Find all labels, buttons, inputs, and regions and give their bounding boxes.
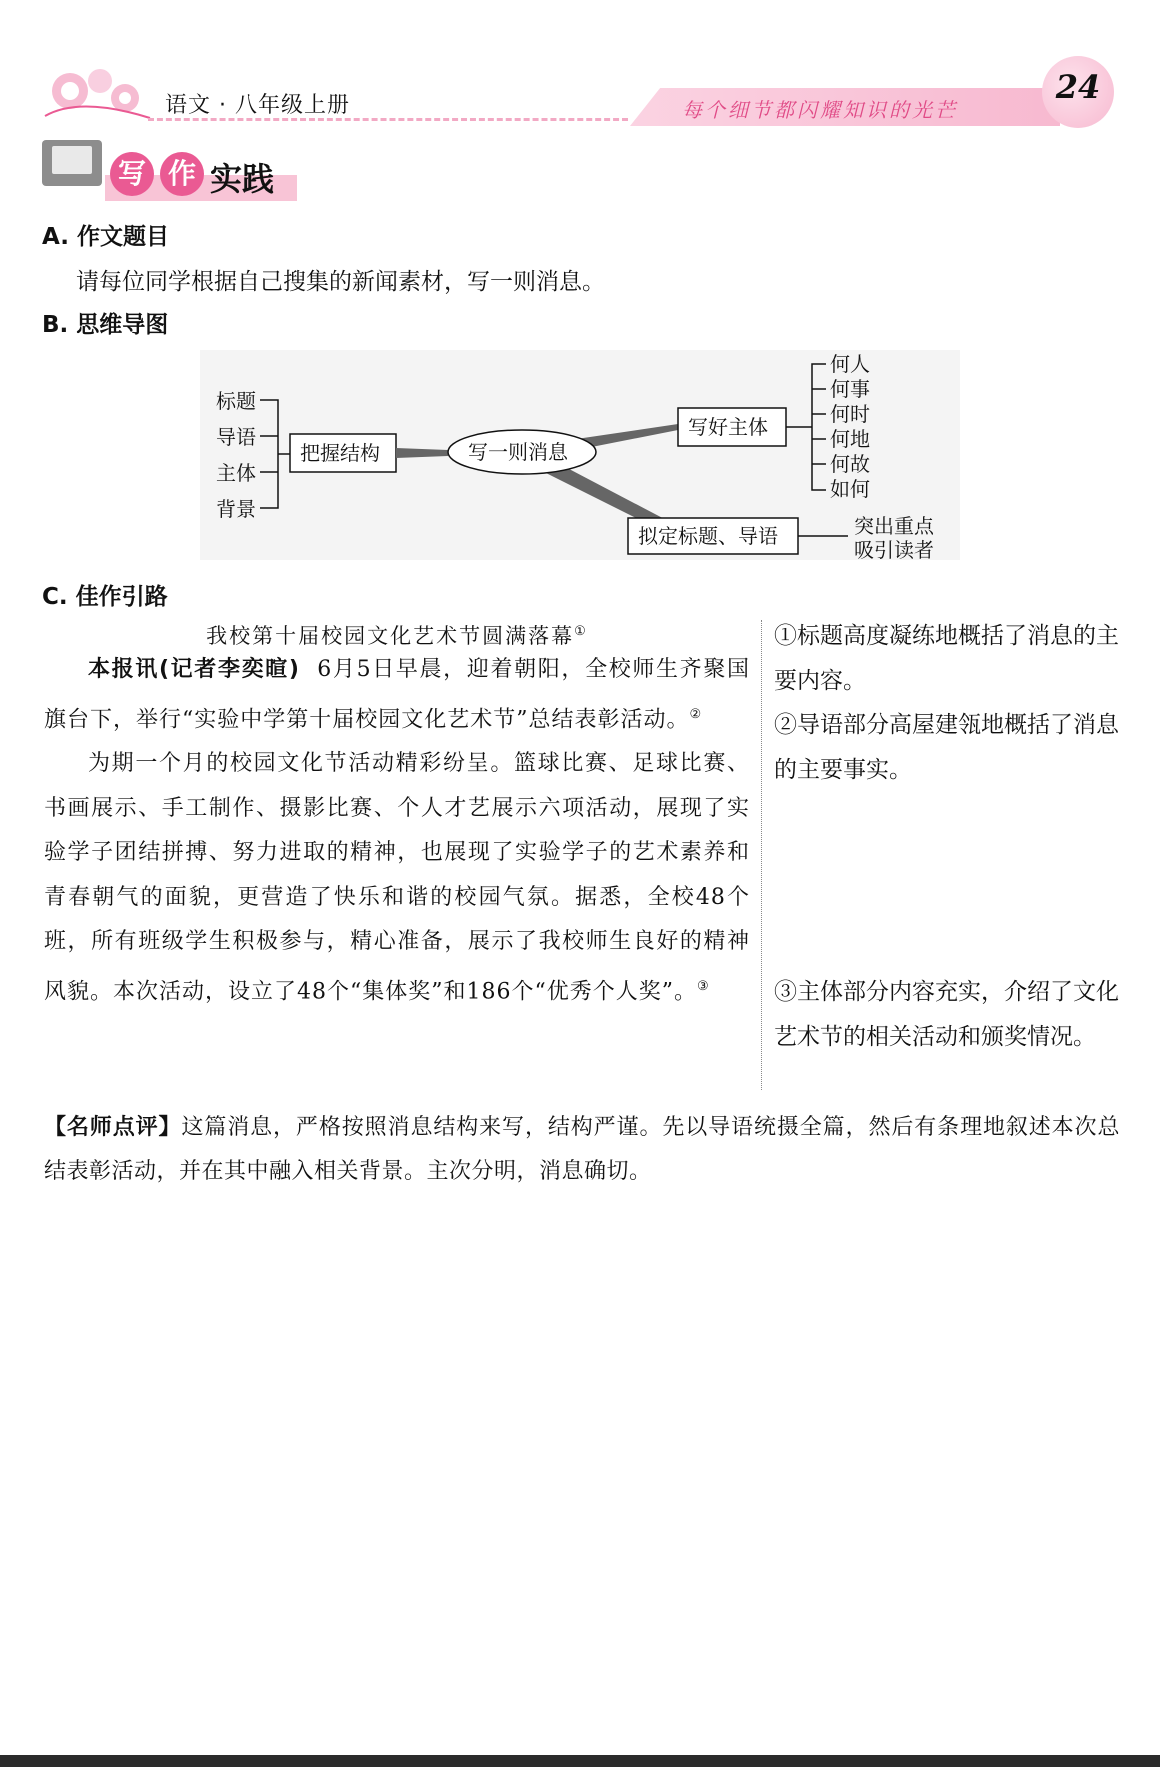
bottom-bar — [0, 1755, 1160, 1767]
mindmap-upper-node: 写好主体 — [688, 415, 768, 439]
mindmap-lower-item: 吸引读者 — [854, 538, 934, 560]
mindmap-left-item: 导语 — [216, 425, 256, 449]
part-a-prompt: 请每位同学根据自己搜集的新闻素材，写一则消息。 — [76, 269, 605, 295]
header-motto: 每个细节都闪耀知识的光芒 — [682, 98, 958, 122]
mind-map — [200, 350, 960, 560]
essay-lead-mark: ② — [689, 706, 703, 722]
essay-body-mark: ③ — [696, 978, 710, 994]
mindmap-upper-item: 何地 — [830, 427, 870, 451]
blackboard-screen — [52, 146, 92, 174]
mindmap-lower-node: 拟定标题、导语 — [638, 524, 778, 548]
margin-note-text: 导语部分高屋建瓴地概括了消息的主要事实。 — [774, 712, 1119, 783]
margin-note — [774, 703, 1119, 792]
essay-title-text: 我校第十届校园文化艺术节圆满落幕 — [206, 624, 575, 648]
essay-body-paragraph — [44, 742, 750, 1014]
mindmap-upper-item: 何时 — [830, 402, 870, 426]
essay-lead-text: 6月5日早晨，迎着朝阳，全校师生齐聚国旗台下，举行“实验中学第十届校园文化艺术节”总结表彰活动。 — [44, 657, 750, 732]
teacher-review — [44, 1106, 1120, 1194]
mindmap-left-item: 标题 — [216, 389, 256, 413]
header-subject: 语文 · 八年级上册 — [165, 93, 350, 118]
review-text: 这篇消息，严格按照消息结构来写，结构严谨。先以导语统摄全篇，然后有条理地叙述本次总结表彰活动，并在其中融入相关背景。主次分明，消息确切。 — [44, 1115, 1120, 1184]
margin-note-text: 主体部分内容充实，介绍了文化艺术节的相关活动和颁奖情况。 — [774, 979, 1119, 1050]
essay-title-mark: ① — [574, 624, 588, 639]
mindmap-upper-item: 何故 — [830, 452, 870, 476]
essay-lead-label: 本报讯(记者李奕暄) — [88, 657, 300, 682]
margin-note-number: ② — [774, 712, 797, 738]
margin-note — [774, 970, 1119, 1059]
mindmap-lower-item: 突出重点 — [854, 514, 934, 538]
essay-body — [44, 648, 750, 1015]
mindmap-left-item: 主体 — [216, 461, 256, 485]
essay-lead-paragraph — [44, 648, 750, 742]
margin-note-number: ① — [774, 623, 797, 649]
mindmap-center-node: 写一则消息 — [468, 440, 568, 464]
part-c-label: C. 佳作引路 — [42, 584, 168, 610]
mindmap-upper-item: 何人 — [830, 352, 870, 376]
section-title-char-2: 作 — [160, 152, 204, 196]
part-b-label: B. 思维导图 — [42, 312, 169, 338]
margin-note — [774, 614, 1119, 703]
margin-note-number: ③ — [774, 979, 797, 1005]
essay-title — [44, 620, 750, 650]
essay-body-text: 为期一个月的校园文化节活动精彩纷呈。篮球比赛、足球比赛、书画展示、手工制作、摄影比赛、个人才艺展示六项活动，展现了实验学子团结拼搏、努力进取的精神，也展现了实验学子的艺术素养和青春朝气的面貌，更营造了快乐和谐的校园气氛。据悉，全校48个班，所有班级学生积极参与，精心准备，展示了我校师生良好的精神风貌。本次活动，设立了48个“集体奖”和186个“优秀个人奖”。 — [44, 751, 750, 1005]
review-label: 【名师点评】 — [44, 1115, 182, 1140]
mindmap-upper-item: 如何 — [830, 477, 870, 501]
flower-ornament-icon — [40, 56, 160, 126]
section-title-char-1: 写 — [110, 152, 154, 196]
mindmap-left-item: 背景 — [216, 497, 256, 521]
margin-note-text: 标题高度凝练地概括了消息的主要内容。 — [774, 623, 1119, 694]
notes-divider — [761, 620, 762, 1090]
mindmap-upper-item: 何事 — [830, 377, 870, 401]
page-number: 24 — [1055, 68, 1101, 106]
part-a-label: A. 作文题目 — [42, 224, 169, 250]
section-title: 实践 — [210, 160, 275, 198]
header-divider — [148, 118, 628, 121]
mindmap-left-node: 把握结构 — [300, 441, 380, 465]
